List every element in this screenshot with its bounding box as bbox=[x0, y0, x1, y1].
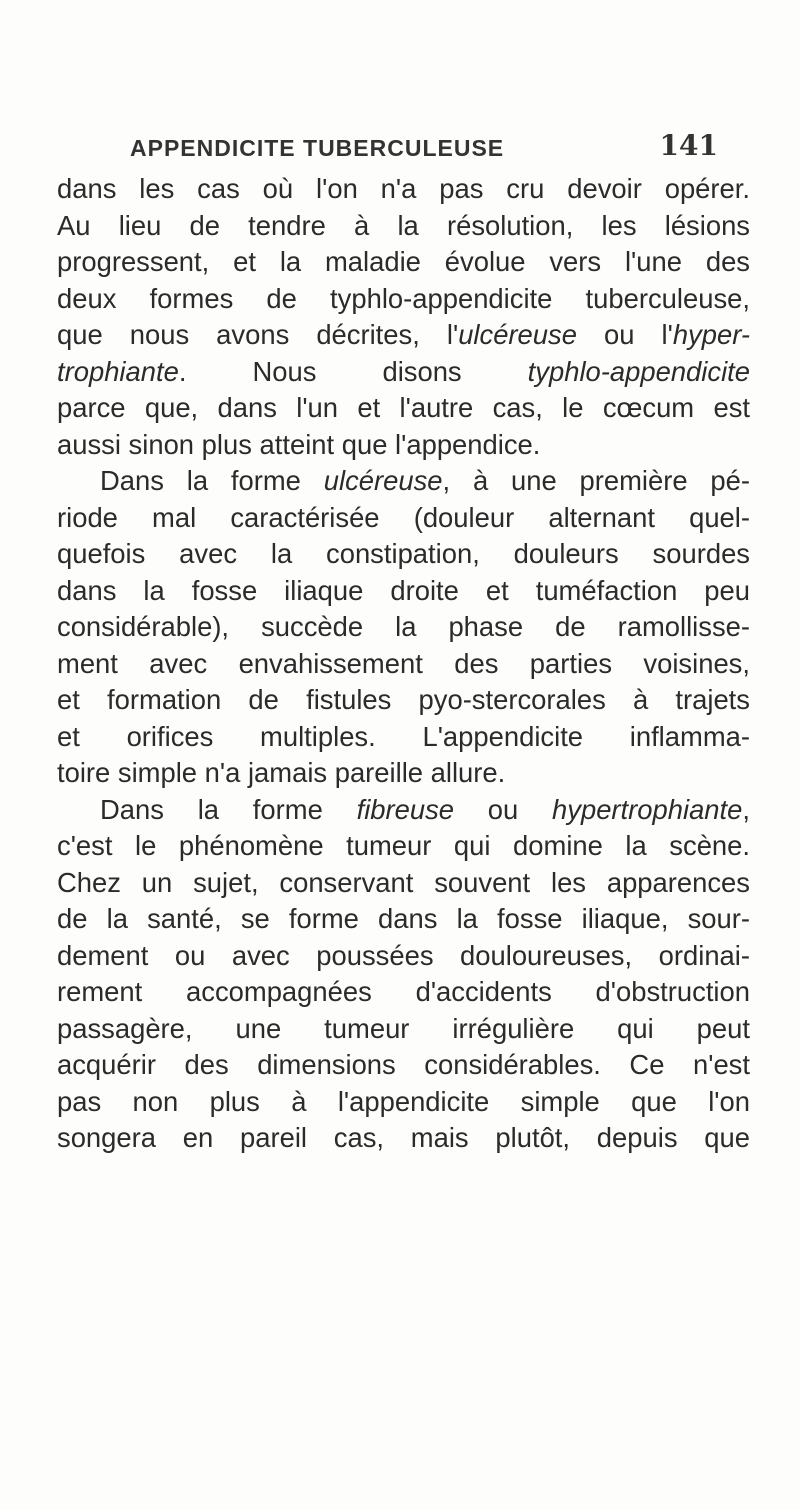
text-line bbox=[57, 281, 750, 318]
text-run: progressent, et la maladie évolue vers l'une des bbox=[57, 246, 750, 277]
text-run: acquérir des dimensions considérables. Ce n'est bbox=[57, 1049, 750, 1080]
text-line bbox=[57, 682, 750, 719]
text-run: ou bbox=[454, 793, 553, 825]
italic-text: typhlo-appendicite bbox=[527, 355, 750, 387]
text-line bbox=[57, 317, 750, 354]
text-run: rement accompagnées d'accidents d'obstruction bbox=[57, 976, 750, 1007]
text-run: que nous avons décrites, l' bbox=[57, 319, 459, 350]
text-line bbox=[57, 719, 750, 756]
text-run: toire simple n'a jamais pareille allure. bbox=[57, 757, 506, 788]
text-run: Dans la forme bbox=[100, 793, 357, 825]
text-run: dement ou avec poussées douloureuses, ordinai- bbox=[57, 939, 750, 971]
italic-text: ulcéreuse bbox=[458, 319, 577, 350]
italic-text: trophiante bbox=[57, 355, 179, 387]
text-run: , bbox=[742, 793, 750, 825]
body-text bbox=[57, 171, 750, 1157]
text-line bbox=[57, 536, 750, 573]
text-line bbox=[57, 171, 750, 208]
text-line bbox=[57, 828, 750, 865]
text-line bbox=[57, 974, 750, 1011]
text-run: considérable), succède la phase de ramollisse- bbox=[57, 611, 750, 642]
text-run: parce que, dans l'un et l'autre cas, le cœcum est bbox=[57, 392, 750, 423]
text-run: aussi sinon plus atteint que l'appendice. bbox=[57, 428, 541, 460]
text-run: ou l' bbox=[576, 319, 673, 350]
text-run: passagère, une tumeur irrégulière qui peut bbox=[57, 1012, 750, 1044]
text-run: et formation de fistules pyo-stercorales à trajets bbox=[57, 684, 750, 715]
text-run: . Nous disons bbox=[178, 355, 528, 387]
text-line bbox=[57, 792, 750, 829]
text-line bbox=[57, 938, 750, 975]
text-line bbox=[57, 901, 750, 938]
page-number: 141 bbox=[659, 129, 718, 162]
text-run: de la santé, se forme dans la fosse iliaque, sour- bbox=[57, 903, 750, 934]
text-line bbox=[57, 427, 750, 464]
text-line bbox=[57, 208, 750, 245]
text-run: Dans la forme bbox=[100, 465, 324, 496]
text-run: c'est le phénomène tumeur qui domine la scène. bbox=[57, 830, 750, 861]
text-run: dans les cas où l'on n'a pas cru devoir opérer. bbox=[57, 173, 750, 204]
italic-text: hypertrophiante bbox=[552, 793, 743, 825]
text-run: dans la fosse iliaque droite et tuméfaction peu bbox=[57, 574, 750, 606]
running-title: APPENDICITE TUBERCULEUSE bbox=[130, 135, 505, 161]
text-run: et orifices multiples. L'appendicite inflamma- bbox=[57, 720, 750, 752]
text-line bbox=[57, 463, 750, 500]
running-head bbox=[130, 129, 730, 165]
text-line bbox=[57, 1120, 750, 1157]
text-line bbox=[57, 573, 750, 610]
text-run: ment avec envahissement des parties voisines, bbox=[57, 647, 750, 679]
text-run: riode mal caractérisée (douleur alternant quel- bbox=[57, 501, 750, 533]
text-line bbox=[57, 390, 750, 427]
text-run: songera en pareil cas, mais plutôt, depuis que bbox=[57, 1122, 750, 1153]
italic-text: hyper- bbox=[672, 319, 750, 350]
text-run: Au lieu de tendre à la résolution, les lésions bbox=[57, 209, 750, 241]
text-run: pas non plus à l'appendicite simple que l'on bbox=[57, 1085, 750, 1117]
text-line bbox=[57, 1011, 750, 1048]
text-line bbox=[57, 500, 750, 537]
italic-text: fibreuse bbox=[356, 793, 455, 825]
text-run: Chez un sujet, conservant souvent les apparences bbox=[57, 866, 750, 898]
text-line bbox=[57, 646, 750, 683]
text-line bbox=[57, 1084, 750, 1121]
text-line bbox=[57, 1047, 750, 1084]
text-run: quefois avec la constipation, douleurs sourdes bbox=[57, 538, 750, 569]
text-line bbox=[57, 755, 750, 792]
italic-text: ulcéreuse bbox=[323, 465, 443, 496]
text-line bbox=[57, 609, 750, 646]
text-run: deux formes de typhlo-appendicite tuberculeuse, bbox=[57, 282, 750, 314]
text-line bbox=[57, 244, 750, 281]
text-run: , à une première pé- bbox=[442, 465, 751, 496]
text-line bbox=[57, 865, 750, 902]
text-line bbox=[57, 354, 750, 391]
